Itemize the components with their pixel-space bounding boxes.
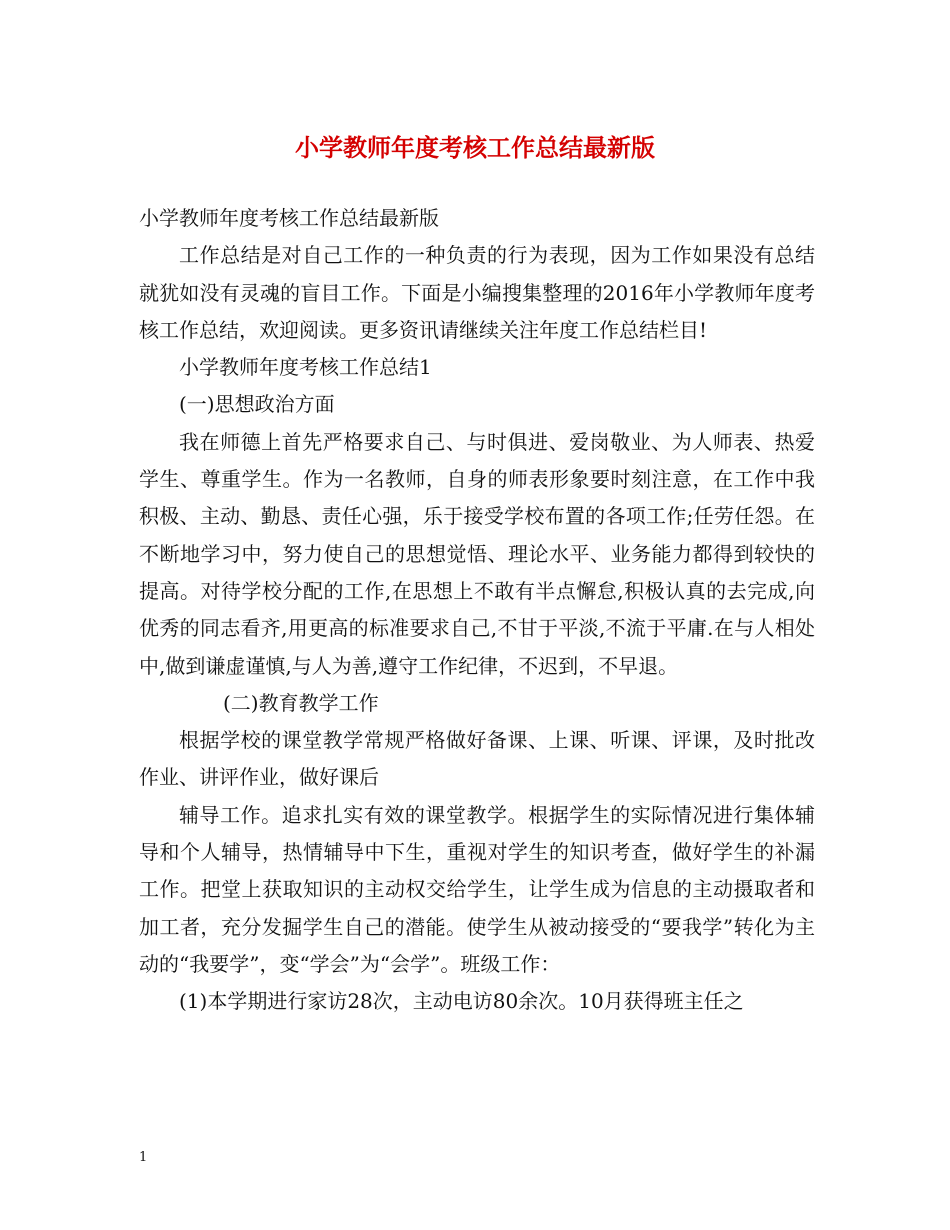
- page-number: 1: [139, 1150, 148, 1165]
- teaching-paragraph: 根据学校的课堂教学常规严格做好备课、上课、听课、评课，及时批改作业、讲评作业，做好课后: [139, 728, 815, 790]
- political-paragraph: 我在师德上首先严格要求自己、与时俱进、爱岗敬业、为人师表、热爱学生、尊重学生。作为一名教师，自身的师表形象要时刻注意，在工作中我积极、主动、勤恳、责任心强，乐于接受学校布置的各项工作;任劳任怨。在不断地学习中，努力使自己的思想觉悟、理论水平、业务能力都得到较快的提高。对待学校分配的工作,在思想上不敢有半点懈怠,积极认真的去完成,向优秀的同志看齐,用更高的标准要求自己,不甘于平淡,不流于平庸.在与人相处中,做到谦虚谨慎,与人为善,遵守工作纪律，不迟到，不早退。: [139, 429, 815, 678]
- home-visit-paragraph: (1)本学期进行家访28次，主动电访80余次。10月获得班主任之: [179, 989, 744, 1014]
- document-body: [139, 200, 815, 1021]
- document-title: 小学教师年度考核工作总结最新版: [295, 133, 655, 162]
- tutoring-paragraph: 辅导工作。追求扎实有效的课堂教学。根据学生的实际情况进行集体辅导和个人辅导，热情辅导中下生，重视对学生的知识考查，做好学生的补漏工作。把堂上获取知识的主动权交给学生，让学生成为信息的主动摄取者和加工者，充分发掘学生自己的潜能。使学生从被动接受的“要我学”转化为主动的“我要学”，变“学会”为“会学”。班级工作：: [139, 802, 815, 976]
- section-heading-teaching: (二)教育教学工作: [223, 690, 379, 715]
- intro-paragraph: 工作总结是对自己工作的一种负责的行为表现，因为工作如果没有总结就犹如没有灵魂的盲目工作。下面是小编搜集整理的2016年小学教师年度考核工作总结，欢迎阅读。更多资讯请继续关注年度工作总结栏目!: [139, 243, 815, 342]
- section-heading-summary-1: 小学教师年度考核工作总结1: [179, 355, 432, 380]
- section-heading-political: (一)思想政治方面: [179, 392, 335, 417]
- subtitle-paragraph: 小学教师年度考核工作总结最新版: [139, 206, 439, 230]
